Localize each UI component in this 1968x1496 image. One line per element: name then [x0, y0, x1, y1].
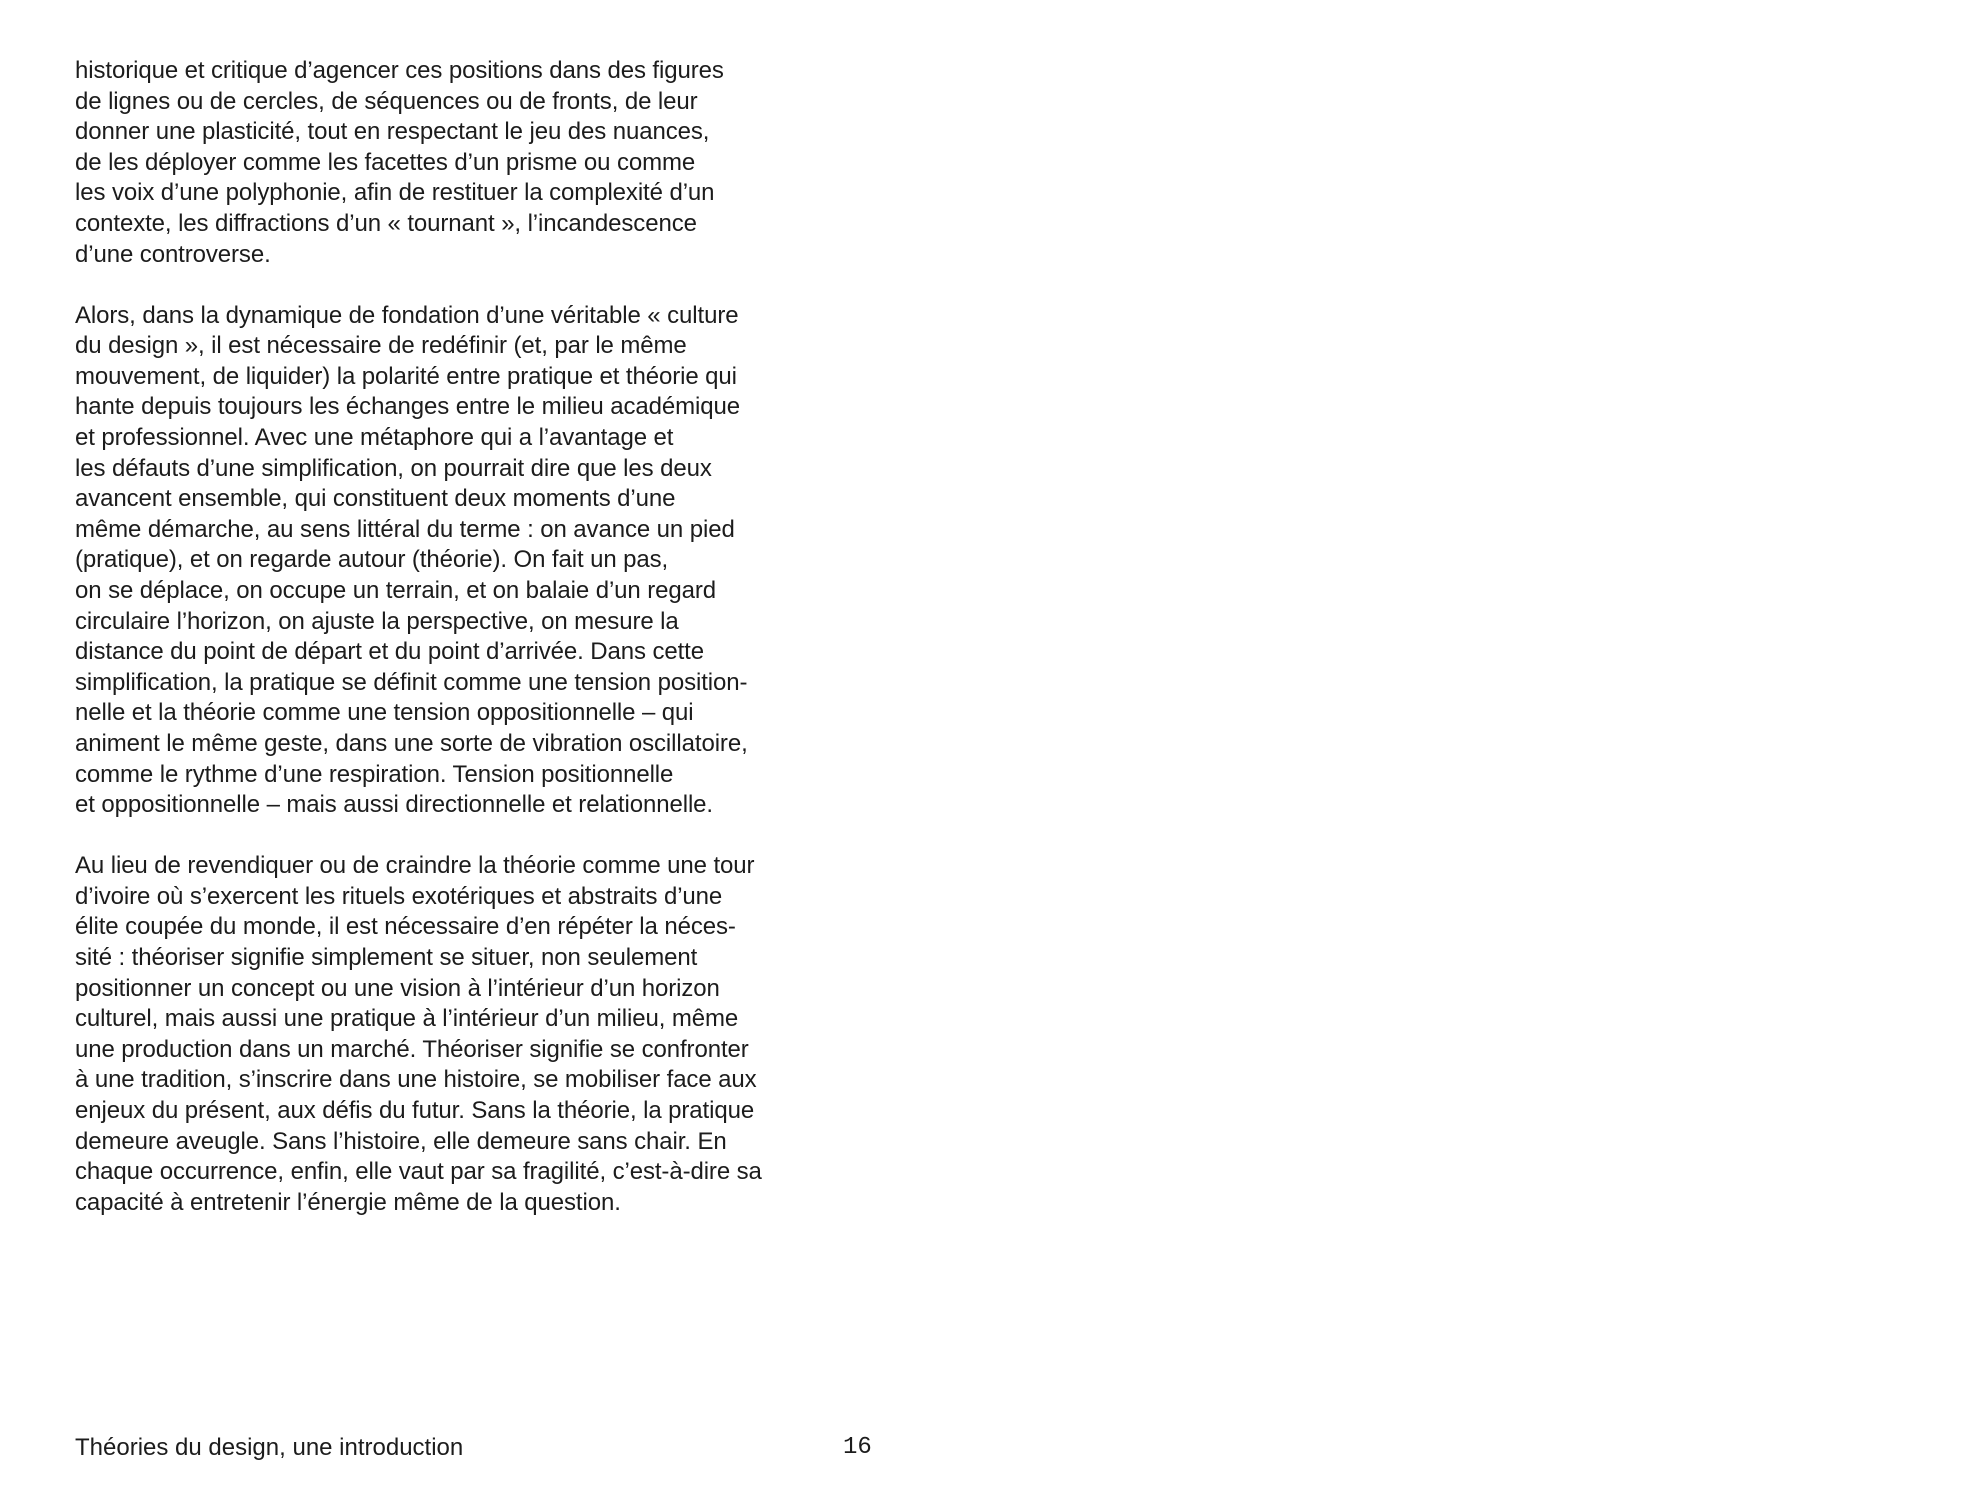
text-line: circulaire l’horizon, on ajuste la perspective, on mesure la [75, 607, 679, 635]
text-line: animent le même geste, dans une sorte de vibration oscillatoire, [75, 729, 748, 757]
text-line: simplification, la pratique se définit comme une tension position- [75, 668, 748, 696]
text-line: on se déplace, on occupe un terrain, et on balaie d’un regard [75, 577, 717, 604]
running-footer-title: Théories du design, une introduction [75, 1434, 464, 1461]
text-line: d’ivoire où s’exercent les rituels exotériques et abstraits d’une [75, 882, 723, 910]
text-line: une production dans un marché. Théoriser signifie se confronter [75, 1035, 749, 1063]
text-line: de les déployer comme les facettes d’un prisme ou comme [75, 148, 696, 176]
text-line: sité : théoriser signifie simplement se situer, non seulement [75, 944, 698, 972]
text-line: (pratique), et on regarde autour (théorie). On fait un pas, [75, 546, 669, 574]
text-line: Au lieu de revendiquer ou de craindre la théorie comme une tour [75, 852, 755, 880]
text-line: de lignes ou de cercles, de séquences ou de fronts, de leur [75, 87, 698, 115]
text-line: avancent ensemble, qui constituent deux moments d’une [75, 485, 676, 513]
text-line: nelle et la théorie comme une tension oppositionnelle – qui [75, 699, 694, 727]
text-line: hante depuis toujours les échanges entre le milieu académique [75, 393, 740, 421]
text-line: et oppositionnelle – mais aussi directionnelle et relationnelle. [75, 791, 713, 819]
text-line: les voix d’une polyphonie, afin de restituer la complexité d’un [75, 179, 715, 207]
text-line: enjeux du présent, aux défis du futur. Sans la théorie, la pratique [75, 1097, 755, 1124]
text-line: culturel, mais aussi une pratique à l’intérieur d’un milieu, même [75, 1005, 739, 1033]
text-line: à une tradition, s’inscrire dans une histoire, se mobiliser face aux [75, 1066, 757, 1094]
text-line: historique et critique d’agencer ces positions dans des figures [75, 57, 724, 84]
paragraph-3 [75, 851, 975, 1218]
text-line: chaque occurrence, enfin, elle vaut par sa fragilité, c’est-à-dire sa [75, 1158, 762, 1186]
page-number: 16 [843, 1434, 872, 1461]
text-line: distance du point de départ et du point d’arrivée. Dans cette [75, 638, 704, 666]
paragraph-1 [75, 56, 975, 270]
text-line: mouvement, de liquider) la polarité entre pratique et théorie qui [75, 362, 737, 390]
text-line: Alors, dans la dynamique de fondation d’une véritable « culture [75, 301, 739, 329]
text-line: d’une controverse. [75, 240, 271, 268]
text-line: et professionnel. Avec une métaphore qui a l’avantage et [75, 424, 674, 452]
text-line: du design », il est nécessaire de redéfinir (et, par le même [75, 332, 687, 360]
text-line: même démarche, au sens littéral du terme : on avance un pied [75, 515, 735, 543]
paragraph-2 [75, 301, 975, 821]
text-line: positionner un concept ou une vision à l’intérieur d’un horizon [75, 974, 720, 1002]
text-line: demeure aveugle. Sans l’histoire, elle demeure sans chair. En [75, 1127, 727, 1155]
text-line: élite coupée du monde, il est nécessaire d’en répéter la néces- [75, 913, 736, 941]
text-line: comme le rythme d’une respiration. Tension positionnelle [75, 760, 674, 788]
text-line: les défauts d’une simplification, on pourrait dire que les deux [75, 454, 712, 482]
text-line: donner une plasticité, tout en respectant le jeu des nuances, [75, 118, 710, 146]
text-line: contexte, les diffractions d’un « tournant », l’incandescence [75, 209, 697, 237]
body-text [75, 56, 975, 1249]
text-line: capacité à entretenir l’énergie même de la question. [75, 1188, 621, 1216]
